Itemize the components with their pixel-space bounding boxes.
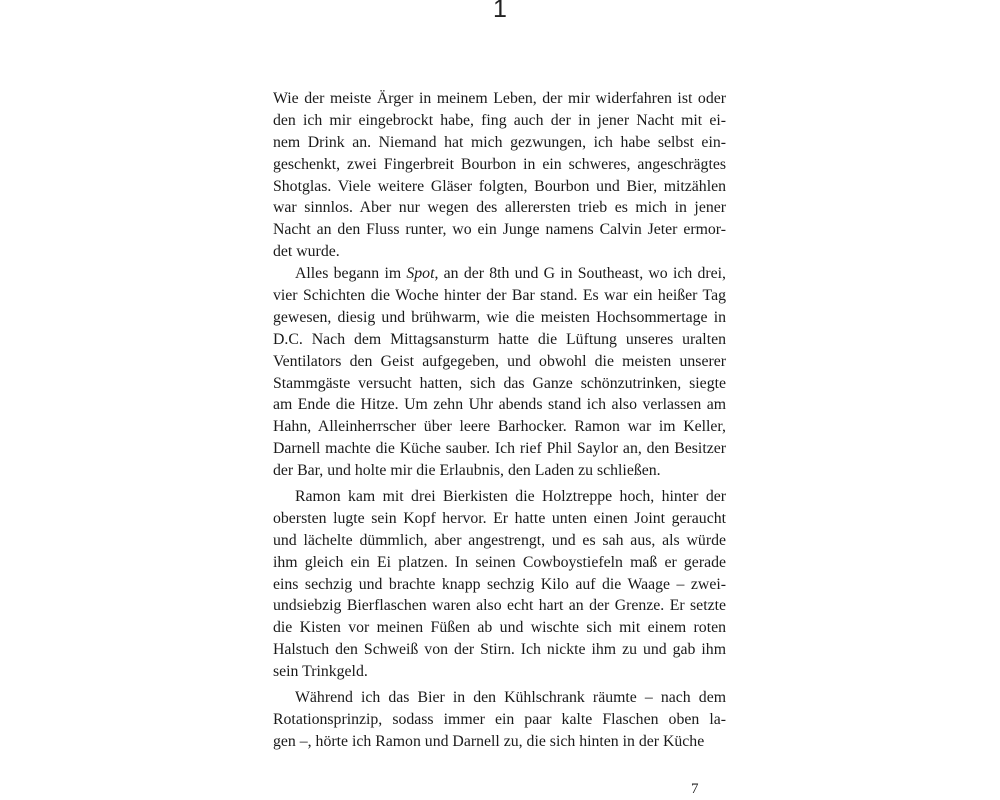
chapter-number: 1 (493, 0, 507, 23)
text-line: vier Schichten die Woche hinter der Bar stand. Es war ein heißer Tag (273, 287, 726, 305)
page-number: 7 (691, 781, 699, 797)
text-line: nem Drink an. Niemand hat mich gezwungen, ich habe selbst ein- (273, 133, 726, 151)
text-line: Shotglas. Viele weitere Gläser folgten, Bourbon und Bier, mitzählen (273, 177, 726, 195)
text-line: obersten lugte sein Kopf hervor. Er hatte unten einen Joint geraucht (273, 509, 726, 527)
body-text (273, 88, 726, 753)
text-line: war sinnlos. Aber nur wegen des allerersten trieb es mich in jener (273, 199, 726, 217)
text-line: gewesen, diesig und brühwarm, wie die meisten Hochsommertage in (273, 308, 726, 326)
text-line: den ich mir eingebrockt habe, fing auch der in jener Nacht mit ei- (273, 111, 726, 129)
text-line: Alles begann im Spot, an der 8th und G in Southeast, wo ich drei, (295, 265, 726, 283)
text-line: ihm gleich ein Ei platzen. In seinen Cowboystiefeln maß er gerade (273, 553, 726, 571)
text-line: Ventilators den Geist aufgegeben, und obwohl die meisten unserer (273, 352, 726, 370)
text-line: Nacht an den Fluss runter, wo ein Junge namens Calvin Jeter ermor- (273, 221, 726, 239)
text-line: Ramon kam mit drei Bierkisten die Holztreppe hoch, hinter der (295, 488, 726, 506)
text-line: Darnell machte die Küche sauber. Ich rief Phil Saylor an, den Besitzer (273, 440, 726, 458)
text-line: gen –, hörte ich Ramon und Darnell zu, die sich hinten in der Küche (273, 732, 705, 750)
text-line: eins sechzig und brachte knapp sechzig Kilo auf die Waage – zwei- (273, 575, 726, 593)
text-line: Wie der meiste Ärger in meinem Leben, der mir widerfahren ist oder (273, 90, 726, 107)
text-line: der Bar, und holte mir die Erlaubnis, den Laden zu schließen. (273, 462, 661, 480)
paragraph (273, 88, 726, 263)
text-line: sein Trinkgeld. (273, 663, 368, 681)
paragraph (273, 263, 726, 482)
text-line: Rotationsprinzip, sodass immer ein paar kalte Flaschen oben la- (273, 710, 726, 728)
text-line: D.C. Nach dem Mittagsansturm hatte die Lüftung unseres uralten (273, 330, 726, 348)
paragraph (273, 486, 726, 683)
text-line: Halstuch den Schweiß von der Stirn. Ich nickte ihm zu und gab ihm (273, 641, 726, 659)
text-line: Hahn, Alleinherrscher über leere Barhocker. Ramon war im Keller, (273, 418, 726, 436)
text-line: geschenkt, zwei Fingerbreit Bourbon in ein schweres, angeschrägtes (273, 155, 726, 173)
text-line: Stammgäste versucht hatten, sich das Ganze schönzutrinken, siegte (273, 374, 726, 392)
text-line: undsiebzig Bierflaschen waren also echt hart an der Grenze. Er setzte (273, 597, 726, 615)
text-line: und lächelte dümmlich, aber angestrengt, und es sah aus, als würde (273, 531, 726, 549)
text-line: am Ende die Hitze. Um zehn Uhr abends stand ich also verlassen am (273, 396, 726, 414)
text-line: die Kisten vor meinen Füßen ab und wischte sich mit einem roten (273, 619, 726, 637)
text-line: Während ich das Bier in den Kühlschrank räumte – nach dem (295, 689, 726, 707)
paragraph (273, 687, 726, 753)
text-line: det wurde. (273, 243, 340, 261)
emphasis-word: Spot (406, 265, 435, 283)
